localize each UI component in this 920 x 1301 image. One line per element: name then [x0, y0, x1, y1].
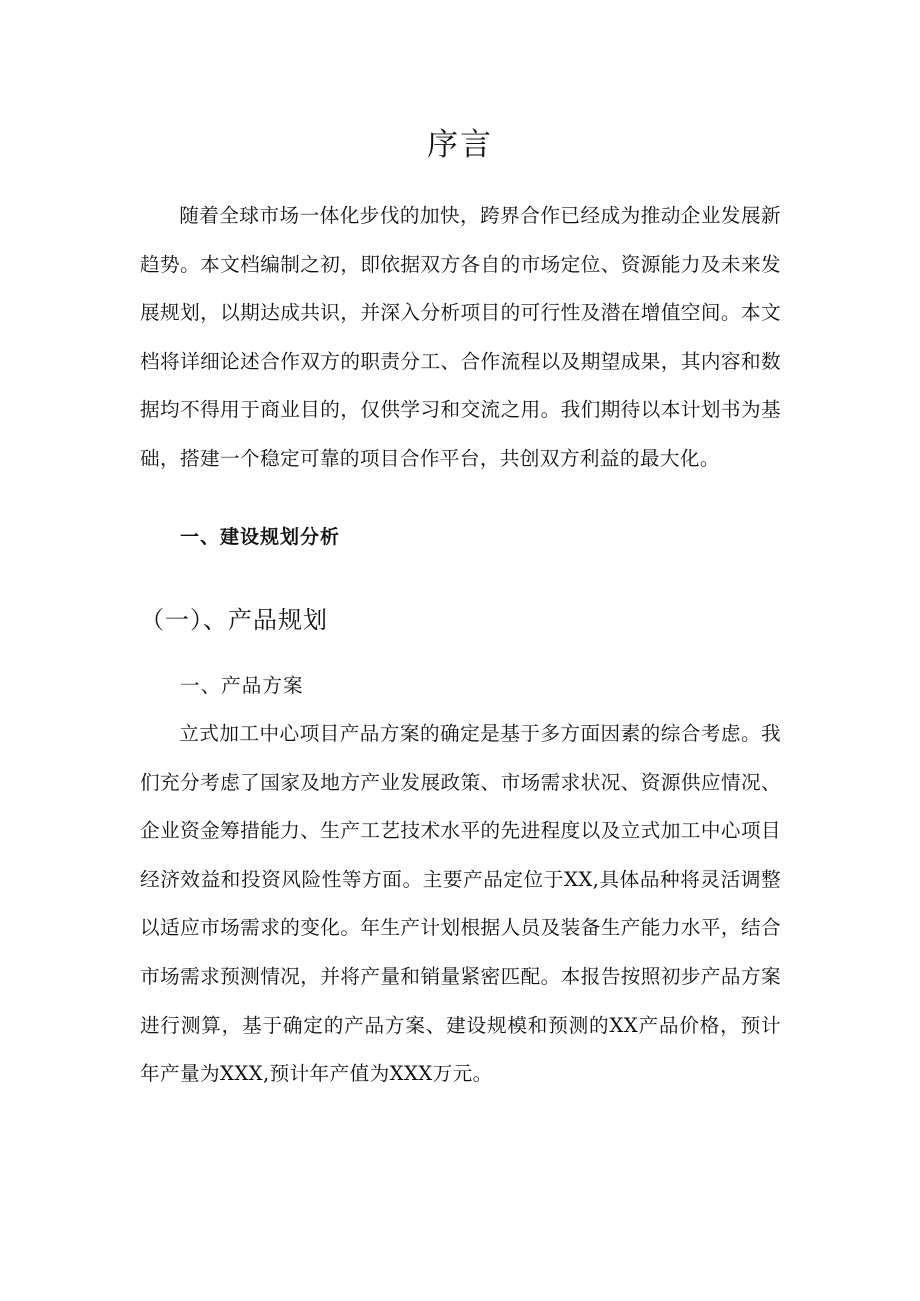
- minor-heading: 一、产品方案: [180, 674, 304, 697]
- body-paragraph: 立式加工中心项目产品方案的确定是基于多方面因素的综合考虑。我们充分考虑了国家及地方产业发展政策、市场需求状况、资源供应情况、企业资金筹措能力、生产工艺技术水平的先进程度以及立式加工中心项目经济效益和投资风险性等方面。主要产品定位于XX,具体品种将灵活调整以适应市场需求的变化。年生产计划根据人员及装备生产能力水平，结合市场需求预测情况，并将产量和销量紧密匹配。本报告按照初步产品方案进行测算，基于确定的产品方案、建设规模和预测的XX产品价格，预计年产量为XXX,预计年产值为XXX万元。: [140, 722, 781, 1086]
- document-title: 序言: [427, 127, 493, 163]
- intro-paragraph: 随着全球市场一体化步伐的加快，跨界合作已经成为推动企业发展新趋势。本文档编制之初，即依据双方各自的市场定位、资源能力及未来发展规划，以期达成共识，并深入分析项目的可行性及潜在增值空间。本文档将详细论述合作双方的职责分工、合作流程以及期望成果，其内容和数据均不得用于商业目的，仅供学习和交流之用。我们期待以本计划书为基础，搭建一个稳定可靠的项目合作平台，共创双方利益的最大化。: [140, 204, 781, 470]
- section-heading: 一、建设规划分析: [180, 526, 341, 548]
- subsection-heading: （一）、产品规划: [140, 606, 328, 634]
